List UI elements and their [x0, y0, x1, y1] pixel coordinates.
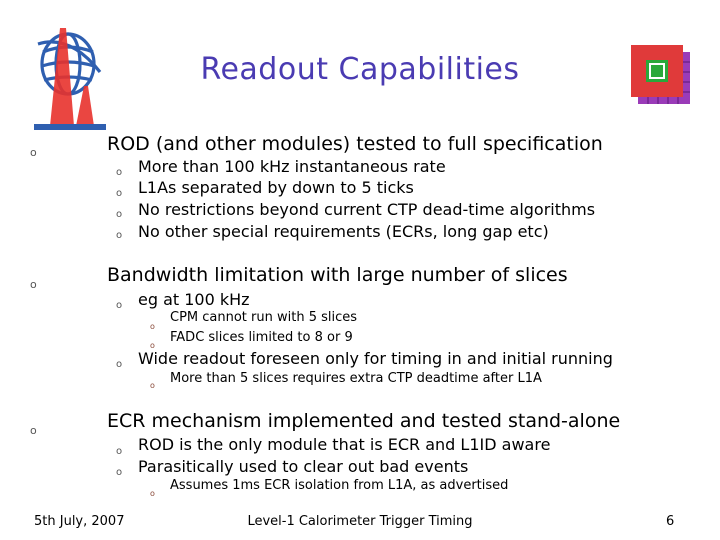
- bullet-wide-readout: Wide readout foreseen only for timing in and initial running: [138, 349, 613, 368]
- bullet-rod-tested: ROD (and other modules) tested to full specification: [107, 133, 603, 155]
- bullet-marker: o: [116, 188, 123, 199]
- bullet-eg-100khz: eg at 100 kHz: [138, 290, 250, 309]
- bullet-marker: o: [116, 446, 123, 457]
- bullet-extra-deadtime: More than 5 slices requires extra CTP deadtime after L1A: [170, 371, 542, 386]
- calorimeter-chip-icon: [628, 42, 692, 106]
- bullet-marker: o: [116, 467, 123, 478]
- bullet-marker: o: [116, 359, 123, 370]
- bullet-marker: o: [150, 341, 155, 350]
- page-number: 6: [666, 514, 675, 529]
- bullet-rate: More than 100 kHz instantaneous rate: [138, 157, 446, 176]
- bullet-no-special: No other special requirements (ECRs, long gap etc): [138, 222, 549, 241]
- bullet-ecr-mechanism: ECR mechanism implemented and tested stand-alone: [107, 410, 621, 432]
- bullet-parasitic: Parasitically used to clear out bad events: [138, 457, 469, 476]
- bullet-ecr-isolation: Assumes 1ms ECR isolation from L1A, as advertised: [170, 478, 509, 493]
- bullet-marker: o: [30, 424, 37, 437]
- bullet-bandwidth: Bandwidth limitation with large number of slices: [107, 264, 568, 286]
- footer-date: 5th July, 2007: [34, 514, 125, 529]
- bullet-marker: o: [150, 489, 155, 498]
- slide-title: Readout Capabilities: [200, 52, 520, 87]
- bullet-fadc: FADC slices limited to 8 or 9: [170, 330, 353, 345]
- bullet-cpm: CPM cannot run with 5 slices: [170, 310, 358, 325]
- bullet-marker: o: [30, 278, 37, 291]
- bullet-marker: o: [116, 209, 123, 220]
- bullet-marker: o: [116, 300, 123, 311]
- bullet-marker: o: [150, 381, 155, 390]
- bullet-marker: o: [30, 146, 37, 159]
- bullet-marker: o: [116, 230, 123, 241]
- bullet-l1a-ticks: L1As separated by down to 5 ticks: [138, 178, 414, 197]
- bullet-no-restrictions: No restrictions beyond current CTP dead-time algorithms: [138, 200, 596, 219]
- bullet-marker: o: [150, 322, 155, 331]
- footer-title: Level-1 Calorimeter Trigger Timing: [247, 514, 473, 529]
- bullet-rod-ecr-aware: ROD is the only module that is ECR and L1ID aware: [138, 435, 551, 454]
- bullet-marker: o: [116, 167, 123, 178]
